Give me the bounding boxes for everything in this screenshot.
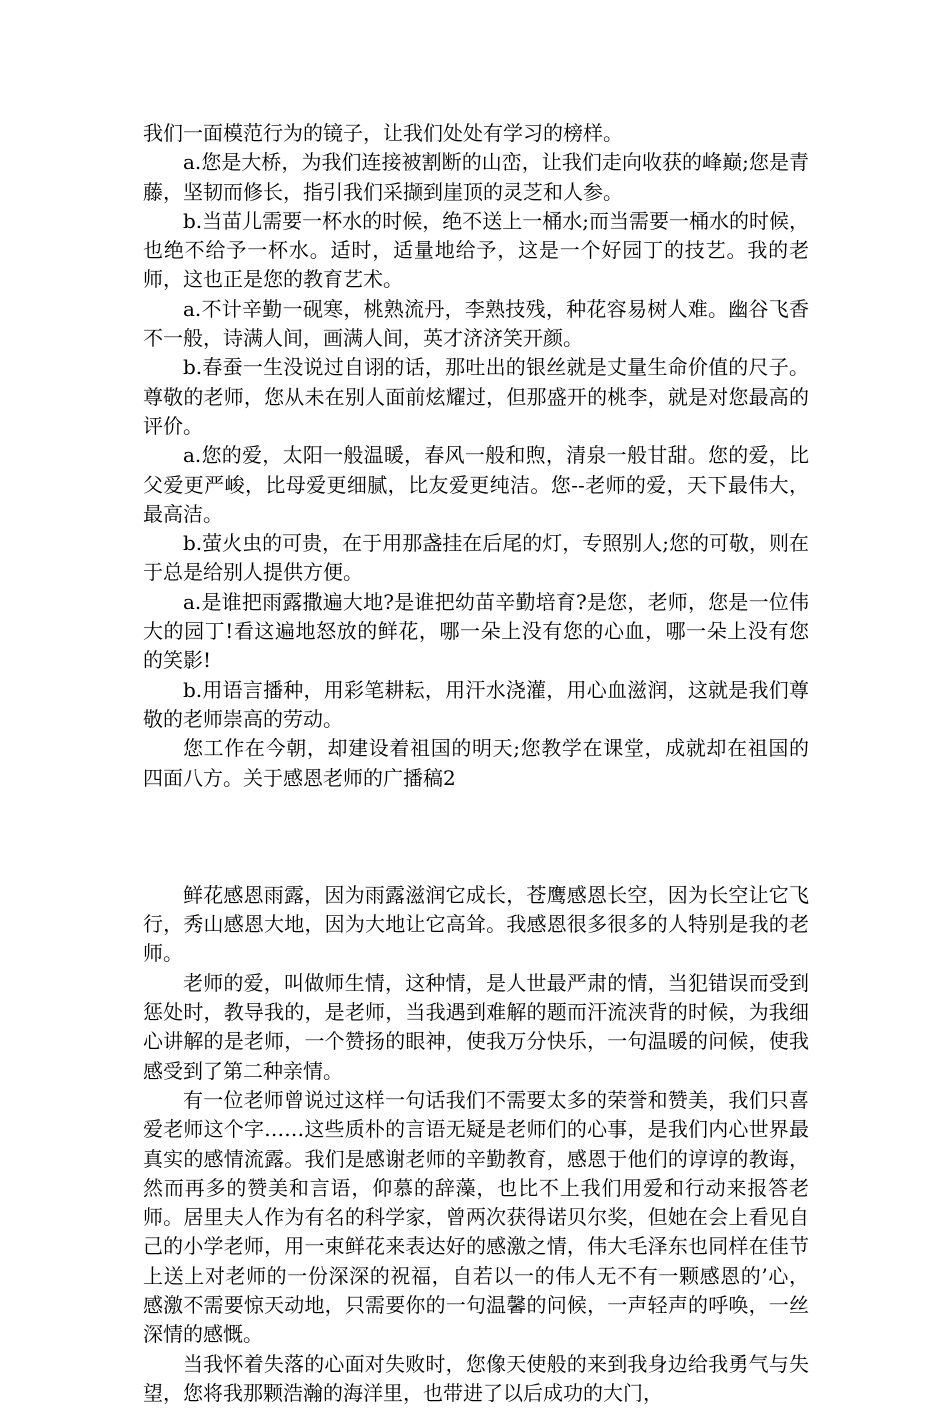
paragraph: b.当苗儿需要一杯水的时候，绝不送上一桶水;而当需要一桶水的时候，也绝不给予一杯水。适时，适量地给予，这是一个好园丁的技艺。我的老师，这也正是您的教育艺术。 <box>143 208 809 292</box>
paragraph: 老师的爱，叫做师生情，这种情，是人世最严肃的情，当犯错误而受到惩处时，教导我的，是老师，当我遇到难解的题而汗流浃背的时候，为我细心讲解的是老师，一个赞扬的眼神，使我万分快乐，一句温暖的问候，使我感受到了第二种亲情。 <box>143 970 809 1083</box>
paragraph: b.萤火虫的可贵，在于用那盏挂在后尾的灯，专照别人;您的可敬，则在于总是给别人提供方便。 <box>143 531 809 585</box>
paragraph: a.您是大桥，为我们连接被割断的山峦，让我们走向收获的峰巅;您是青藤，坚韧而修长，指引我们采撷到崖顶的灵芝和人参。 <box>143 150 809 204</box>
paragraph: a.是谁把雨露撒遍大地?是谁把幼苗辛勤培育?是您，老师，您是一位伟大的园丁!看这遍地怒放的鲜花，哪一朵上没有您的心血，哪一朵上没有您的笑影! <box>143 589 809 673</box>
paragraph: b.春蚕一生没说过自诩的话，那吐出的银丝就是丈量生命价值的尺子。尊敬的老师，您从未在别人面前炫耀过，但那盛开的桃李，就是对您最高的评价。 <box>143 355 809 438</box>
paragraph: 当我怀着失落的心面对失败时，您像天使般的来到我身边给我勇气与失望，您将我那颗浩瀚的海洋里，也带进了以后成功的大门， <box>143 1351 809 1405</box>
document-page <box>143 119 809 1408</box>
paragraph: 鲜花感恩雨露，因为雨露滋润它成长，苍鹰感恩长空，因为长空让它飞行，秀山感恩大地，因为大地让它高耸。我感恩很多很多的人特别是我的老师。 <box>143 882 809 966</box>
paragraph: a.不计辛勤一砚寒，桃熟流丹，李熟技残，种花容易树人难。幽谷飞香不一般，诗满人间，画满人间，英才济济笑开颜。 <box>143 296 809 351</box>
paragraph: b.用语言播种，用彩笔耕耘，用汗水浇灌，用心血滋润，这就是我们尊敬的老师崇高的劳动。 <box>143 677 809 731</box>
paragraph: 有一位老师曾说过这样一句话我们不需要太多的荣誉和赞美，我们只喜爱老师这个字……这些质朴的言语无疑是老师们的心事，是我们内心世界最真实的感情流露。我们是感谢老师的辛勤教育，感恩于他们的谆谆的教诲，然而再多的赞美和言语，仰慕的辞藻，也比不上我们用爱和行动来报答老师。居里夫人作为有名的科学家，曾两次获得诺贝尔奖，但她在会上看见自己的小学老师，用一束鲜花来表达好的感激之情，伟大毛泽东也同样在佳节上送上对老师的一份深深的祝福，自若以一的伟人无不有一颗感恩的’心，感激不需要惊天动地，只需要你的一句温馨的问候，一声轻声的呼唤，一丝深情的感慨。 <box>143 1087 809 1347</box>
section-spacer <box>143 793 809 881</box>
paragraph: a.您的爱，太阳一般温暖，春风一般和煦，清泉一般甘甜。您的爱，比父爱更严峻，比母爱更细腻，比友爱更纯洁。您--老师的爱，天下最伟大，最高洁。 <box>143 443 809 526</box>
paragraph: 我们一面模范行为的镜子，让我们处处有学习的榜样。 <box>143 121 623 145</box>
paragraph: 您工作在今朝，却建设着祖国的明天;您教学在课堂，成就却在祖国的四面八方。关于感恩老师的广播稿2 <box>143 736 809 790</box>
